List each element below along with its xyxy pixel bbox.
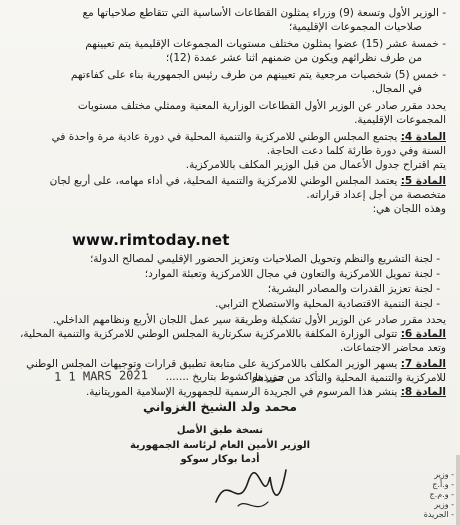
copy-title-2: أدما بوكار سوكو	[180, 454, 260, 465]
article-4-text-1: يجتمع المجلس الوطني للامركزية والتنمية المحلية في دورة عادية مرة واحدة في	[51, 131, 398, 143]
article-6-line-2: وتعد محاضر الاجتماعات.	[339, 342, 446, 354]
handwritten-signature	[208, 462, 298, 522]
article-5-line-1	[10, 174, 446, 188]
member-line-2-cont: من طرف نظرائهم ويكون من ضمنهم اثنا عشر عمدة (12)؛	[165, 52, 422, 64]
margin-note-1: - وزير	[434, 470, 454, 479]
article-7-line-2: للامركزية والتنمية المحلية والتأكد من تنفيذها.	[251, 372, 446, 384]
committee-1: - لجنة التشريع والنظم وتحويل الصلاحيات وتعزيز الحضور الإقليمي لمصالح الدولة؛	[89, 253, 440, 265]
article-5-label: المادة 5:	[400, 175, 446, 187]
member-line-1-cont: صلاحيات المجموعات الإقليمية؛	[288, 21, 422, 33]
committee-3: - لجنة تعزيز القدرات والمصادر البشرية؛	[267, 283, 440, 295]
article-8-label: المادة 8:	[400, 386, 446, 398]
committee-2: - لجنة تمويل اللامركزية والتعاون في مجال اللامركزية وتعبئة الموارد؛	[144, 268, 440, 280]
article-7-text-1: يسهر الوزير المكلف باللامركزية على متابعة تطبيق قرارات وتوجيهات المجلس الوطني	[26, 358, 398, 370]
member-line-3: - خمس (5) شخصيات مرجعية يتم تعيينهم من طرف رئيس الجمهورية بناء على كفاءتهم	[70, 69, 446, 81]
member-line-1: - الوزير الأول وتسعة (9) وزراء يمثلون القطاعات الأساسية التي تتقاطع صلاحياتها مع	[82, 7, 446, 19]
article-6-text-1: تتولى الوزارة المكلفة باللامركزية سكرتارية المجلس الوطني للامركزية والتنمية المحلية،	[19, 328, 398, 340]
article-7-label: المادة 7:	[400, 358, 446, 370]
member-line-2: - خمسة عشر (15) عضوا يمثلون مختلف مستويات المجموعات الإقليمية يتم تعيينهم	[85, 38, 446, 50]
decision-line-1: يحدد مقرر صادر عن الوزير الأول القطاعات الوزارية المعنية وممثلي مختلف مستويات	[77, 100, 446, 112]
page-edge-shadow	[456, 455, 460, 525]
margin-note-2: - و.أ.ج	[432, 480, 454, 489]
copy-label: نسخة طبق الأصل	[176, 425, 264, 436]
article-6-label: المادة 6:	[400, 328, 446, 340]
margin-note-5: - الجريدة	[423, 510, 454, 519]
article-5-line-3: وهذه اللجان هي:	[372, 203, 446, 215]
article-4-line-2: السنة وفي دورة طارئة كلما دعت الحاجة.	[266, 145, 446, 157]
article-5-text-1: يعتمد المجلس الوطني للامركزية والتنمية المحلية، في أداء مهامه، على أربع لجان	[49, 175, 398, 187]
article-4-line-1	[10, 130, 446, 144]
article-5-line-2: متخصصة من أجل إعداد قراراته.	[306, 189, 446, 201]
article-4-label: المادة 4:	[400, 131, 446, 143]
signatory-name: محمد ولد الشيخ الغزواني	[142, 399, 298, 414]
margin-note-4: - وزير	[434, 500, 454, 509]
decision-line-2: المجموعات الإقليمية.	[354, 114, 446, 126]
committee-4: - لجنة التنمية الاقتصادية المحلية والاستصلاح الترابي.	[215, 298, 440, 310]
copy-title-1: الوزير الأمين العام لرئاسة الجمهورية	[129, 440, 311, 451]
date-stamp: 1 1 MARS 2021	[53, 368, 149, 384]
member-line-3-cont: في المجال.	[371, 83, 422, 95]
watermark-url: www.rimtoday.net	[72, 231, 230, 249]
article-4-line-3: يتم اقتراح جدول الأعمال من قبل الوزير المكلف باللامركزية.	[185, 159, 446, 171]
article-8-line-1	[10, 385, 446, 399]
place-date: حرر بنواكشوط بتاريخ .......	[165, 371, 285, 383]
article-6-line-1	[10, 327, 446, 341]
article-8-text-1: ينشر هذا المرسوم في الجريدة الرسمية للجمهورية الإسلامية الموريتانية.	[85, 386, 398, 398]
article-5-line-4: يحدد مقرر صادر عن الوزير الأول تشكيلة وطريقة سير عمل اللجان الأربع ونظامهم الداخلي.	[52, 314, 446, 326]
margin-note-3: - و.م.ج	[429, 490, 454, 499]
